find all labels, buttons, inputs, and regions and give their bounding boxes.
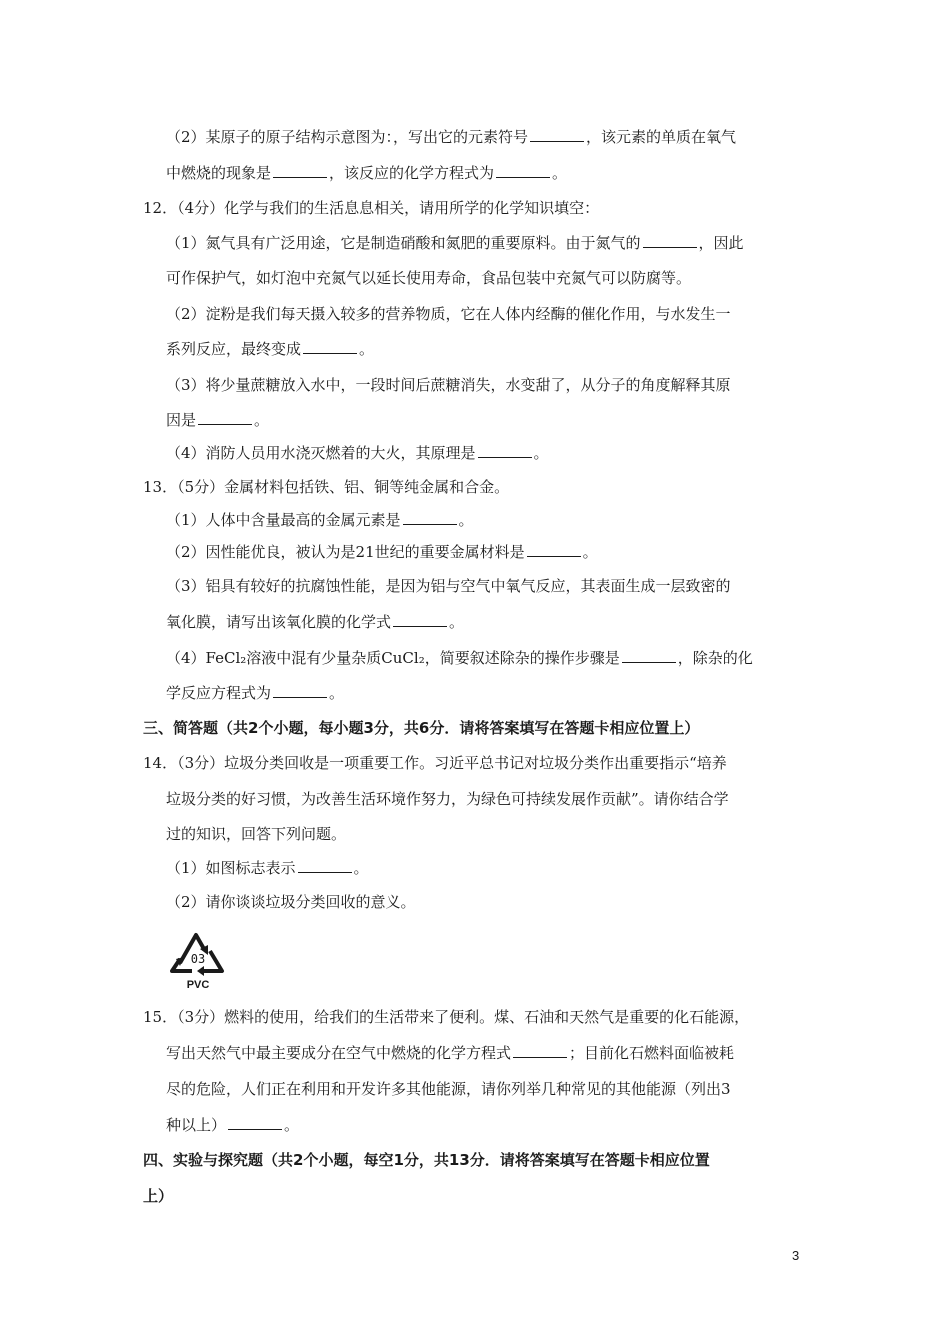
q13-3-line2: 氧化膜，请写出该氧化膜的化学式 。 — [166, 613, 465, 631]
q12-3-line2: 因是 。 — [166, 411, 270, 429]
q14-line1: 14．（3分）垃圾分类回收是一项重要工作。习近平总书记对垃圾分类作出重要指示“培养 — [143, 754, 727, 772]
q13-1: （1）人体中含量最高的金属元素是 。 — [166, 511, 474, 529]
answer-blank[interactable] — [403, 510, 457, 525]
q15-line4: 种以上） 。 — [166, 1116, 300, 1134]
q13-4-line2: 学反应方程式为 。 — [166, 684, 345, 702]
answer-blank[interactable] — [527, 542, 581, 557]
answer-blank[interactable] — [198, 410, 252, 425]
answer-blank[interactable] — [496, 163, 550, 178]
q13-2: （2）因性能优良，被认为是21世纪的重要金属材料是 。 — [166, 543, 598, 561]
logo-label: PVC — [186, 979, 210, 991]
q12-2-line2: 系列反应，最终变成 。 — [166, 340, 375, 358]
q13-4-line1: （4）FeCl₂溶液中混有少量杂质CuCl₂，简要叙述除杂的操作步骤是 ，除杂的化 — [166, 649, 753, 667]
q12-1-line2: 可作保护气，如灯泡中充氮气以延长使用寿命，食品包装中充氮气可以防腐等。 — [166, 269, 692, 287]
answer-blank[interactable] — [393, 612, 447, 627]
answer-blank[interactable] — [513, 1043, 567, 1058]
answer-blank[interactable] — [273, 683, 327, 698]
q15-line2: 写出天然气中最主要成分在空气中燃烧的化学方程式 ；目前化石燃料面临被耗 — [166, 1044, 735, 1062]
section-4-title-line1: 四、实验与探究题（共2个小题，每空1分，共13分．请将答案填写在答题卡相应位置 — [143, 1151, 710, 1169]
answer-blank[interactable] — [298, 858, 352, 873]
answer-blank[interactable] — [273, 163, 327, 178]
q11-2-line1: （2）某原子的原子结构示意图为：，写出它的元素符号 ，该元素的单质在氧气 — [166, 128, 737, 146]
q14-line3: 过的知识，回答下列问题。 — [166, 825, 347, 843]
recycle-triangle-icon — [166, 923, 230, 991]
answer-blank[interactable] — [478, 443, 532, 458]
answer-blank[interactable] — [303, 339, 357, 354]
answer-blank[interactable] — [228, 1115, 282, 1130]
section-4-title-line2: 上） — [143, 1187, 174, 1205]
q13-stem: 13．（5分）金属材料包括铁、铝、铜等纯金属和合金。 — [143, 478, 510, 496]
q14-1: （1）如图标志表示 。 — [166, 859, 369, 877]
q12-2-line1: （2）淀粉是我们每天摄入较多的营养物质，它在人体内经酶的催化作用，与水发生一 — [166, 305, 731, 323]
logo-code: 03 — [190, 952, 206, 966]
q12-3-line1: （3）将少量蔗糖放入水中，一段时间后蔗糖消失，水变甜了，从分子的角度解释其原 — [166, 376, 731, 394]
q15-line3: 尽的危险，人们正在利用和开发许多其他能源，请你列举几种常见的其他能源（列出3 — [166, 1080, 731, 1098]
q12-stem: 12．（4分）化学与我们的生活息息相关，请用所学的化学知识填空： — [143, 199, 600, 217]
q14-2: （2）请你谈谈垃圾分类回收的意义。 — [166, 893, 416, 911]
q12-1-line1: （1）氮气具有广泛用途，它是制造硝酸和氮肥的重要原料。由于氮气的 ，因此 — [166, 234, 744, 252]
q12-4-line1: （4）消防人员用水浇灭燃着的大火，其原理是 。 — [166, 444, 549, 462]
answer-blank[interactable] — [622, 648, 676, 663]
answer-blank[interactable] — [643, 233, 697, 248]
pvc-recycle-icon — [166, 923, 230, 991]
page-number: 3 — [792, 1248, 800, 1263]
q15-line1: 15．（3分）燃料的使用，给我们的生活带来了便利。煤、石油和天然气是重要的化石能源， — [143, 1008, 750, 1026]
q11-2-line2: 中燃烧的现象是 ，该反应的化学方程式为 。 — [166, 164, 568, 182]
section-3-title: 三、简答题（共2个小题，每小题3分，共6分．请将答案填写在答题卡相应位置上） — [143, 719, 700, 737]
q13-3-line1: （3）铝具有较好的抗腐蚀性能，是因为铝与空气中氧气反应，其表面生成一层致密的 — [166, 577, 731, 595]
q14-line2: 垃圾分类的好习惯，为改善生活环境作努力，为绿色可持续发展作贡献”。请你结合学 — [166, 790, 729, 808]
answer-blank[interactable] — [530, 127, 584, 142]
